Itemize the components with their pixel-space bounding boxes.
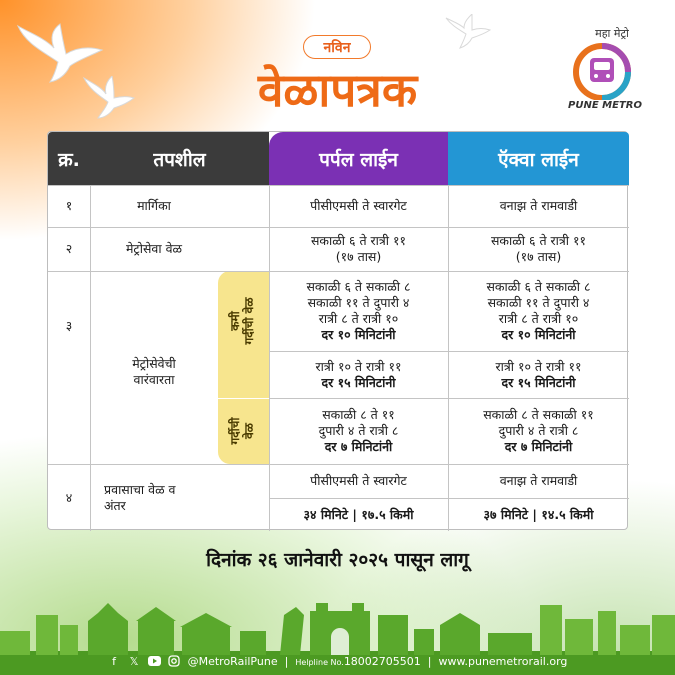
peak-label: गर्दीची वेळ xyxy=(228,417,256,445)
dove-icon xyxy=(444,14,492,50)
row3c-purple: सकाळी ८ ते ११ दुपारी ४ ते रात्री ८ दर ७ मिनिटांनी xyxy=(318,407,399,454)
row2-purple: सकाळी ६ ते रात्री ११ (१७ तास) xyxy=(310,233,407,264)
helpline: Helpline No.18002705501 xyxy=(295,654,421,668)
row3-label: मेट्रोसेवेची वारंवारता xyxy=(132,356,176,387)
row1-purple: पीसीएमसी ते स्वारगेट xyxy=(310,198,407,213)
row3a-aqua: सकाळी ६ ते सकाळी ८ सकाळी ११ ते दुपारी ४ रात्री ८ ते रात्री १० दर १० मिनिटांनी xyxy=(486,279,591,342)
row4-purple-route: पीसीएमसी ते स्वारगेट xyxy=(310,473,407,488)
page-title: वेळापत्रक xyxy=(257,63,418,117)
row4-label: प्रवासाचा वेळ व अंतर xyxy=(104,481,176,513)
footer xyxy=(0,653,675,669)
logo-caption-top: महा मेट्रो xyxy=(595,27,629,40)
row1-label: मार्गिका xyxy=(137,198,171,213)
row1-aqua: वनाझ ते रामवाडी xyxy=(499,198,578,213)
instagram-icon[interactable] xyxy=(168,655,181,668)
effective-date: दिनांक २६ जानेवारी २०२५ पासून लागू xyxy=(206,549,469,571)
social-handle[interactable]: @MetroRailPune xyxy=(187,654,278,668)
website-link[interactable]: www.punemetrorail.org xyxy=(438,654,568,668)
header-details: तपशील xyxy=(90,132,269,185)
pune-metro-logo xyxy=(570,40,634,100)
timetable xyxy=(47,131,628,530)
header-serial: क्र. xyxy=(48,132,90,185)
row4-serial: ४ xyxy=(65,489,73,505)
row4-aqua-stats: ३७ मिनिटे | १४.५ किमी xyxy=(483,506,594,522)
row4-aqua-route: वनाझ ते रामवाडी xyxy=(499,473,578,488)
row3c-aqua: सकाळी ८ ते सकाळी ११ दुपारी ४ ते रात्री ८ दर ७ मिनिटांनी xyxy=(483,407,594,454)
header-purple-line: पर्पल लाईन xyxy=(269,132,448,185)
new-badge: नविन xyxy=(303,35,371,59)
row1-serial: १ xyxy=(65,198,73,213)
row3b-aqua: रात्री १० ते रात्री ११ दर १५ मिनिटांनी xyxy=(495,358,582,390)
separator: | xyxy=(427,654,432,668)
separator: | xyxy=(284,654,289,668)
row2-label: मेट्रोसेवा वेळ xyxy=(125,241,183,256)
header-aqua-line: ऍक्वा लाईन xyxy=(448,132,629,185)
row3-serial: ३ xyxy=(65,318,73,333)
off-peak-label: कमी गर्दीची वेळ xyxy=(228,297,256,345)
row3a-purple: सकाळी ६ ते सकाळी ८ सकाळी ११ ते दुपारी ४ रात्री ८ ते रात्री १० दर १० मिनिटांनी xyxy=(306,279,411,342)
youtube-icon[interactable] xyxy=(148,655,161,668)
row4-purple-stats: ३४ मिनिटे | १७.५ किमी xyxy=(303,506,414,522)
row2-aqua: सकाळी ६ ते रात्री ११ (१७ तास) xyxy=(490,233,587,264)
divider xyxy=(218,398,269,399)
facebook-icon[interactable]: f xyxy=(112,654,117,668)
logo-caption: PUNE METRO xyxy=(568,100,642,111)
x-icon[interactable]: 𝕏 xyxy=(129,654,139,668)
row2-serial: २ xyxy=(65,241,73,256)
row3b-purple: रात्री १० ते रात्री ११ दर १५ मिनिटांनी xyxy=(315,358,402,390)
